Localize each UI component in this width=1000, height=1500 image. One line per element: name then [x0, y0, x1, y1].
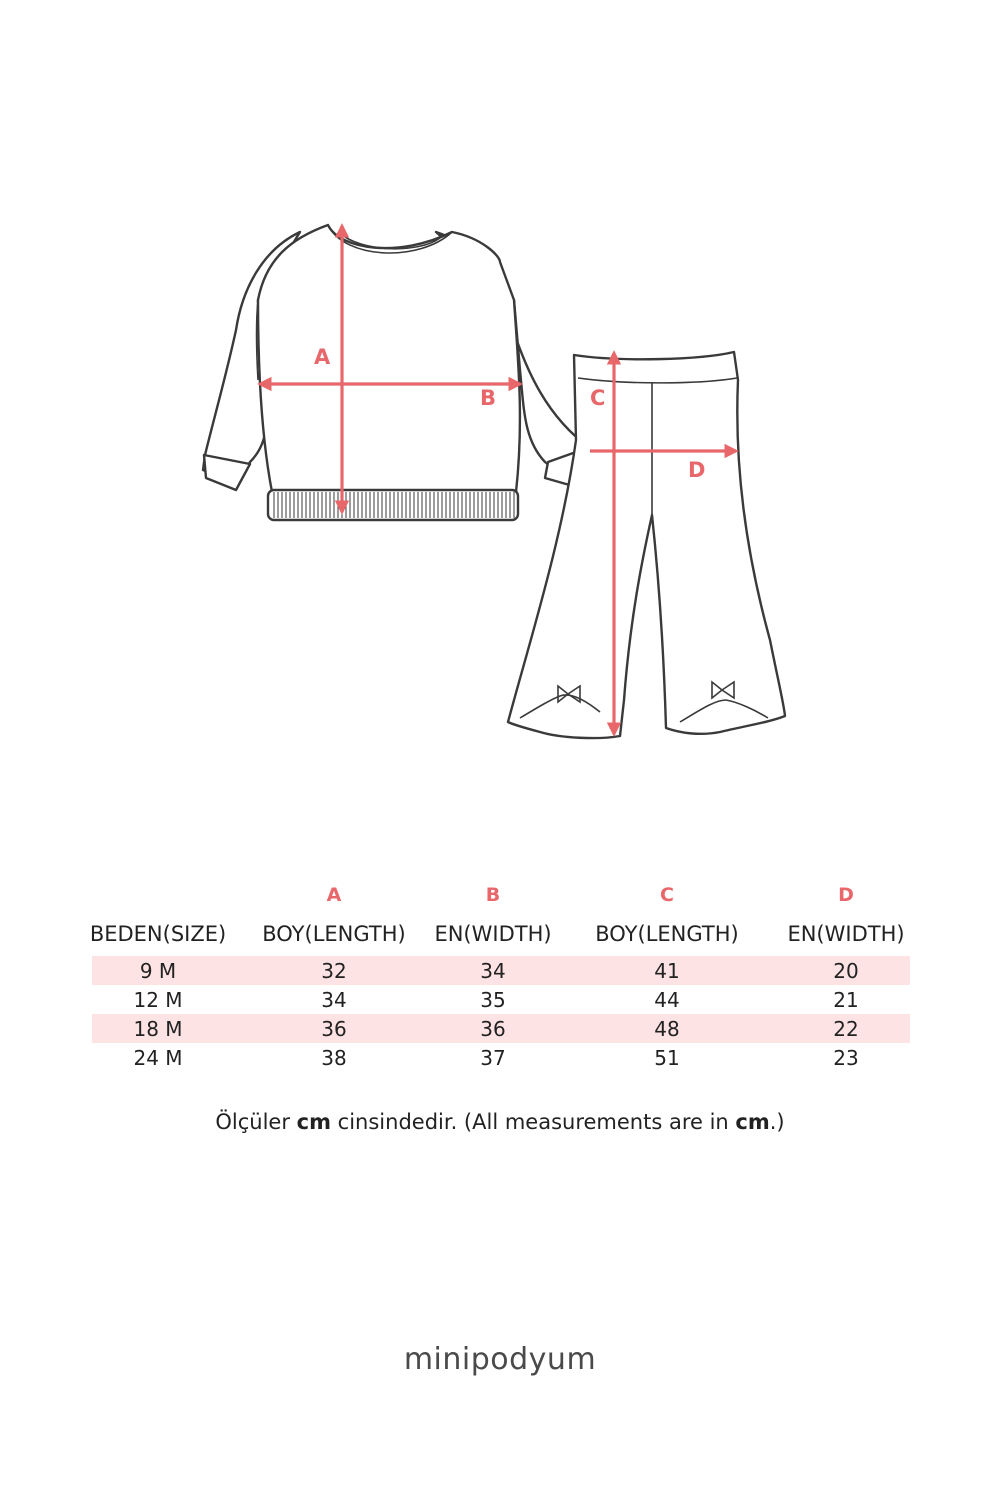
table-cell: 32	[321, 958, 347, 983]
measurement-letter: B	[485, 884, 501, 906]
measurement-b-letter: B	[480, 386, 497, 410]
measurement-letter: C	[660, 884, 674, 906]
column-header: EN(WIDTH)	[434, 922, 552, 946]
size-chart-table	[89, 878, 910, 1072]
sweatshirt-body	[258, 225, 520, 492]
note-text: cinsindedir. (All measurements are in	[331, 1110, 736, 1134]
table-cell: 41	[654, 958, 680, 983]
table-row	[92, 956, 910, 985]
table-cell: 38	[321, 1045, 347, 1070]
note-text: Ölçüler	[215, 1110, 297, 1134]
table-cell: 21	[833, 987, 859, 1012]
table-cell: 34	[480, 958, 506, 983]
table-cell: 37	[480, 1045, 506, 1070]
measurement-a-letter: A	[314, 345, 331, 369]
table-cell: 23	[833, 1045, 859, 1070]
table-cell: 48	[654, 1016, 680, 1041]
brand-logo: minipodyum	[403, 1342, 597, 1377]
sweatshirt-hem-rib-lines	[274, 492, 514, 518]
brand-footer	[0, 1342, 1000, 1377]
table-cell: 18 M	[133, 1016, 183, 1041]
column-header: BOY(LENGTH)	[595, 922, 739, 946]
column-header: BEDEN(SIZE)	[89, 922, 227, 946]
note-unit: cm	[735, 1110, 770, 1134]
table-cell: 51	[654, 1045, 680, 1070]
table-cell: 34	[321, 987, 347, 1012]
measurement-letters-row	[92, 878, 910, 912]
measurement-unit-note	[0, 1110, 1000, 1134]
table-cell: 35	[480, 987, 506, 1012]
table-cell: 36	[321, 1016, 347, 1041]
note-unit: cm	[296, 1110, 331, 1134]
table-cell: 44	[654, 987, 680, 1012]
measurement-letter: D	[838, 884, 854, 906]
sweatshirt-drawing	[203, 225, 590, 520]
table-row	[92, 1014, 910, 1043]
table-row	[92, 985, 910, 1014]
table-header-row	[89, 912, 910, 956]
measurement-letter: A	[326, 884, 342, 906]
measurement-c-letter: C	[590, 386, 606, 410]
table-cell: 22	[833, 1016, 859, 1041]
table-cell: 9 M	[139, 958, 177, 983]
table-row	[92, 1043, 910, 1072]
measurement-letter	[92, 878, 224, 912]
column-header: BOY(LENGTH)	[262, 922, 406, 946]
table-cell: 36	[480, 1016, 506, 1041]
table-cell: 24 M	[133, 1045, 183, 1070]
table-cell: 12 M	[133, 987, 183, 1012]
note-text: .)	[769, 1110, 785, 1134]
measurement-d-letter: D	[688, 458, 706, 482]
table-cell: 20	[833, 958, 859, 983]
column-header: EN(WIDTH)	[787, 922, 905, 946]
